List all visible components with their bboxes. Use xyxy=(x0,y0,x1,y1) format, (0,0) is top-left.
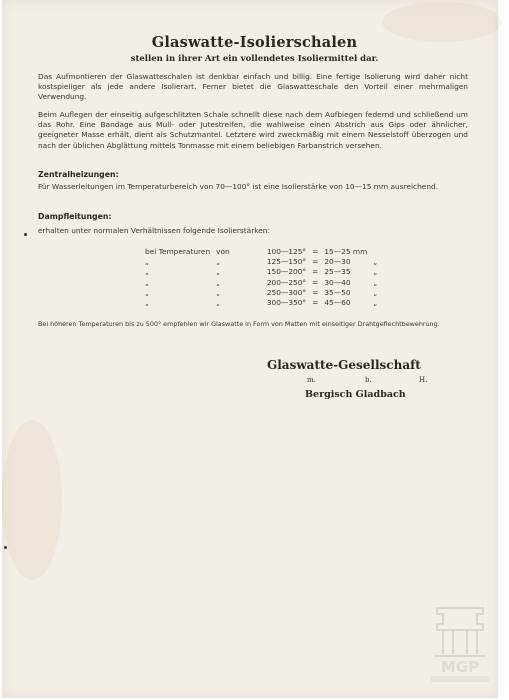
temp-thickness: 15—25 mm xyxy=(324,247,368,256)
temp-range: 100—125° xyxy=(266,247,307,256)
steam-pipes-text: erhalten unter normalen Verhältnissen folgende Isolierstärken: xyxy=(38,226,270,235)
temp-ditto: „ xyxy=(373,267,378,277)
company-abbrev-h: H. xyxy=(419,376,428,384)
temp-range: 300—350° xyxy=(266,298,307,308)
paragraph-application: Beim Auflegen der einseitig aufgeschlitzten Schale schnellt diese nach dem Aufbiegen federnd und schließend um das Rohr. Eine Bandage aus Mull- oder Jutestreifen, die wahlweise einen Abstrich aus Gips oder ähnlicher, geeigneter Masse erhält, dient als Schutzmantel. Letztere wird zweckmäßig mit einem Nesselstoff überzogen und nach der üblichen Abglättung mittels Tonmasse mit einem beliebigen Farbanstrich versehen. xyxy=(38,110,468,150)
temp-thickness: 45—60 xyxy=(324,298,351,308)
temp-from: „ xyxy=(216,267,220,277)
document-subtitle: stellen in ihrer Art ein vollendetes Isoliermittel dar. xyxy=(130,54,379,64)
svg-text:MGP: MGP xyxy=(440,658,480,676)
document-page xyxy=(2,0,498,698)
temp-thickness: 20—30 xyxy=(324,257,351,267)
temp-ditto: „ xyxy=(373,287,378,297)
ink-mark xyxy=(4,546,7,549)
central-heating-text: Für Wasserleitungen im Temperaturbereich von 70—100° ist eine Isolierstärke von 10—15 mm ausreichend. xyxy=(38,182,439,191)
temp-thickness: 35—50 xyxy=(324,287,351,297)
temp-range: 150—200° xyxy=(266,267,307,277)
temp-label: bei Temperaturen xyxy=(145,247,211,256)
temp-equals: = xyxy=(312,298,319,308)
company-city: Bergisch Gladbach xyxy=(305,389,406,400)
paper-stain xyxy=(2,420,62,580)
temp-from: von xyxy=(216,247,230,256)
temp-label: „ xyxy=(145,257,149,267)
temp-ditto: „ xyxy=(373,298,378,308)
temp-range: 200—250° xyxy=(266,277,307,287)
company-abbrev-b: b. xyxy=(365,376,372,384)
temp-ditto: „ xyxy=(373,257,378,267)
temp-ditto: „ xyxy=(373,277,378,287)
temp-label: „ xyxy=(145,298,149,308)
temp-equals: = xyxy=(312,277,319,287)
temp-ditto xyxy=(370,247,380,257)
temperature-row xyxy=(142,257,380,267)
temperature-row xyxy=(142,247,380,257)
temp-label: „ xyxy=(145,287,149,297)
paragraph-mounting: Das Aufmontieren der Glaswatteschalen ist denkbar einfach und billig. Eine fertige Isolierung wird daher nicht kostspieliger als jede andere Isolierart. Ferner bietet die Glaswatteschale den Vorteil einer mehrmaligen Verwendung. xyxy=(38,72,468,102)
temp-from: „ xyxy=(216,277,220,287)
temp-from: „ xyxy=(216,257,220,267)
temp-equals: = xyxy=(312,247,319,256)
temp-from: „ xyxy=(216,287,220,297)
temperature-row xyxy=(142,267,380,277)
temperature-table xyxy=(142,247,380,308)
temp-label: „ xyxy=(145,267,149,277)
temperature-row xyxy=(142,298,380,308)
temp-equals: = xyxy=(312,287,319,297)
temp-equals: = xyxy=(312,267,319,277)
temp-label: „ xyxy=(145,277,149,287)
temp-from: „ xyxy=(216,298,220,308)
museum-watermark-logo xyxy=(423,598,497,692)
company-abbrev-m: m. xyxy=(307,376,316,384)
heading-central-heating: Zentralheizungen: xyxy=(38,170,119,179)
temp-range: 125—150° xyxy=(266,257,307,267)
ink-mark xyxy=(24,233,27,236)
high-temperature-note: Bei höheren Temperaturen bis zu 500° empfehlen wir Glaswatte in Form von Matten mit einseitiger Drahtgeflechtbewehrung. xyxy=(38,320,440,328)
temp-thickness: 30—40 xyxy=(324,277,351,287)
heading-steam-pipes: Dampfleitungen: xyxy=(38,212,112,221)
company-name: Glaswatte-Gesellschaft xyxy=(267,358,421,372)
temperature-row xyxy=(142,288,380,298)
temp-range: 250—300° xyxy=(266,287,307,297)
temperature-row xyxy=(142,278,380,288)
temp-equals: = xyxy=(312,257,319,267)
temp-thickness: 25—35 xyxy=(324,267,351,277)
document-title: Glaswatte-Isolierschalen xyxy=(151,34,358,51)
